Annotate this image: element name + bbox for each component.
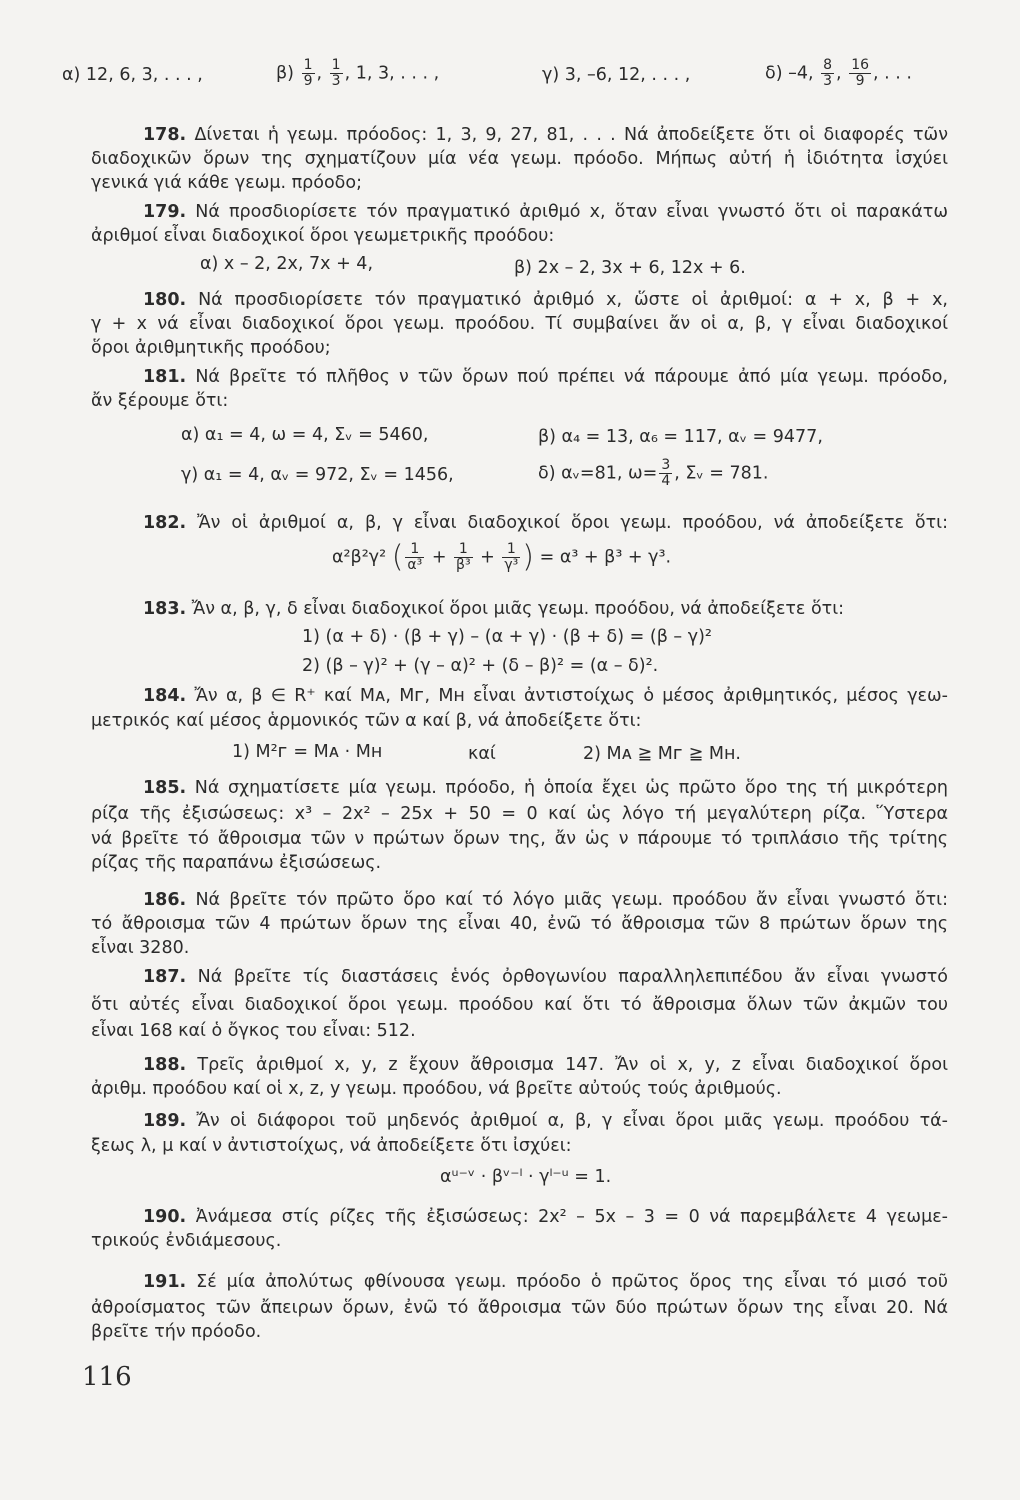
exercise-number: 184.	[143, 686, 187, 706]
exercise-183-eq2: 2) (β – γ)² + (γ – α)² + (δ – β)² = (α – δ)².	[302, 656, 659, 676]
fraction: $\frac{1}{9}$	[303, 57, 313, 89]
exercise-190-line2: τρικούς ἐνδιάμεσους.	[91, 1231, 282, 1251]
exercise-186-line1: 186. Νά βρεῖτε τόν πρῶτο ὅρο καί τό λόγο μιᾶς γεωμ. προόδου ἄν εἶναι γνωστό ὅτι:	[143, 890, 948, 910]
exercise-185-line1: 185. Νά σχηματίσετε μία γεωμ. πρόοδο, ἡ ὁποία ἔχει ὡς πρῶτο ὅρο της τή μικρότερη	[143, 778, 948, 798]
exercise-185-line2: ρίζα τῆς ἐξισώσεως: x³ – 2x² – 25x + 50 = 0 καί ὡς λόγο τή μεγαλύτερη ρίζα. Ὕστερα	[91, 804, 948, 824]
exercise-191-line2: ἀθροίσματος τῶν ἄπειρων ὅρων, ἐνῶ τό ἄθροισμα τῶν δύο πρώτων ὅρων της εἶναι 20. Νά	[91, 1298, 948, 1318]
exercise-189-equation: αᵘ⁻ᵛ · βᵛ⁻ˡ · γˡ⁻ᵘ = 1.	[440, 1167, 612, 1187]
exercise-179-line1: 179. Νά προσδιορίσετε τόν πραγματικό ἀριθμό x, ὅταν εἶναι γνωστό ὅτι οἱ παρακάτω	[143, 202, 948, 222]
exercise-number: 191.	[143, 1272, 187, 1292]
exercise-181-d: δ) αᵥ=81, ω= $\frac{3}{4}$ , Σᵥ = 781.	[538, 457, 769, 489]
exercise-179-line2: ἀριθμοί εἶναι διαδοχικοί ὅροι γεωμετρικῆς προόδου:	[91, 226, 555, 246]
exercise-187-line3: εἶναι 168 καί ὁ ὄγκος του εἶναι: 512.	[91, 1021, 416, 1041]
exercise-number: 180.	[143, 290, 187, 310]
page-number: 116	[82, 1362, 132, 1392]
exercise-180-line1: 180. Νά προσδιορίσετε τόν πραγματικό ἀριθμό x, ὥστε οἱ ἀριθμοί: α + x, β + x,	[143, 290, 948, 310]
exercise-181-c: γ) α₁ = 4, αᵥ = 972, Σᵥ = 1456,	[181, 465, 454, 485]
exercise-178-line3: γενικά γιά κάθε γεωμ. πρόοδο;	[91, 173, 362, 193]
exercise-178-line2: διαδοχικῶν ὅρων της σχηματίζουν μία νέα γεωμ. πρόοδο. Μήπως αὐτή ἡ ἰδιότητα ἰσχύει	[91, 149, 948, 169]
exercise-184-eq2: 2) Mᴀ ≧ Mᴦ ≧ Mʜ.	[583, 744, 741, 764]
exercise-191-line3: βρεῖτε τήν πρόοδο.	[91, 1322, 262, 1342]
exercise-179-a: α) x – 2, 2x, 7x + 4,	[200, 254, 374, 274]
fraction: $\frac{1}{\text{γ³}}$	[504, 541, 519, 573]
exercise-181-line2: ἄν ξέρουμε ὅτι:	[91, 391, 229, 411]
exercise-182-line1: 182. Ἄν οἱ ἀριθμοί α, β, γ εἶναι διαδοχικοί ὅροι γεωμ. προόδου, νά ἀποδείξετε ὅτι:	[143, 513, 948, 533]
exercise-184-line2: μετρικός καί μέσος ἁρμονικός τῶν α καί β, νά ἀποδείξετε ὅτι:	[91, 711, 642, 731]
exercise-180-line3: ὅροι ἀριθμητικῆς προόδου;	[91, 338, 331, 358]
exercise-183-eq1: 1) (α + δ) · (β + γ) – (α + γ) · (β + δ) = (β – γ)²	[302, 627, 712, 647]
exercise-number: 188.	[143, 1055, 187, 1075]
exercise-190-line1: 190. Ἀνάμεσα στίς ρίζες τῆς ἐξισώσεως: 2x² – 5x – 3 = 0 νά παρεμβάλετε 4 γεωμε-	[143, 1207, 948, 1227]
exercise-183-line1: 183. Ἄν α, β, γ, δ εἶναι διαδοχικοί ὅροι μιᾶς γεωμ. προόδου, νά ἀποδείξετε ὅτι:	[143, 599, 845, 619]
exercise-179-b: β) 2x – 2, 3x + 6, 12x + 6.	[514, 258, 746, 278]
exercise-number: 185.	[143, 778, 187, 798]
exercise-188-line1: 188. Τρεῖς ἀριθμοί x, y, z ἔχουν ἄθροισμα 147. Ἄν οἱ x, y, z εἶναι διαδοχικοί ὅροι	[143, 1055, 948, 1075]
item-d: δ) –4, $\frac{8}{3}$ , $\frac{16}{9}$ , . . .	[765, 57, 912, 89]
exercise-178-line1: 178. Δίνεται ἡ γεωμ. πρόοδος: 1, 3, 9, 27, 81, . . . Νά ἀποδείξετε ὅτι οἱ διαφορές τῶν	[143, 125, 948, 145]
exercise-number: 186.	[143, 890, 187, 910]
exercise-177-items	[62, 64, 203, 86]
exercise-number: 189.	[143, 1111, 187, 1131]
exercise-number: 183.	[143, 599, 187, 619]
exercise-181-b: β) α₄ = 13, α₆ = 117, αᵥ = 9477,	[538, 427, 823, 447]
exercise-185-line4: ρίζας τῆς παραπάνω ἐξισώσεως.	[91, 853, 382, 873]
fraction: $\frac{1}{\text{β³}}$	[456, 541, 471, 573]
exercise-181-a: α) α₁ = 4, ω = 4, Σᵥ = 5460,	[181, 425, 429, 445]
exercise-number: 190.	[143, 1207, 187, 1227]
fraction: $\frac{16}{9}$	[851, 57, 870, 89]
exercise-180-line2: γ + x νά εἶναι διαδοχικοί ὅροι γεωμ. προόδου. Τί συμβαίνει ἄν οἱ α, β, γ εἶναι διαδοχικοί	[91, 314, 948, 334]
exercise-191-line1: 191. Σέ μία ἀπολύτως φθίνουσα γεωμ. πρόοδο ὁ πρῶτος ὅρος της εἶναι τό μισό τοῦ	[143, 1272, 948, 1292]
exercise-189-line2: ξεως λ, μ καί ν ἀντιστοίχως, νά ἀποδείξετε ὅτι ἰσχύει:	[91, 1136, 572, 1156]
exercise-184-line1: 184. Ἄν α, β ∈ R⁺ καί Mᴀ, Mᴦ, Mʜ εἶναι ἀντιστοίχως ὁ μέσος ἀριθμητικός, μέσος γεω-	[143, 686, 948, 706]
fraction: $\frac{1}{3}$	[331, 57, 341, 89]
exercise-187-line1: 187. Νά βρεῖτε τίς διαστάσεις ἑνός ὀρθογωνίου παραλληλεπιπέδου ἄν εἶναι γνωστό	[143, 967, 948, 987]
exercise-182-equation: α²β²γ² ( $\frac{1}{\text{α³}}$ + $\frac{1}{\text{β³}}$ + $\frac{1}{\text{γ³}}$ ) = α³ + β³ + γ³.	[332, 539, 672, 575]
item-c: γ) 3, –6, 12, . . . ,	[542, 65, 691, 85]
fraction: $\frac{1}{\text{α³}}$	[407, 541, 423, 573]
exercise-number: 182.	[143, 513, 187, 533]
exercise-184-and: καί	[468, 744, 496, 764]
exercise-number: 178.	[143, 125, 187, 145]
exercise-181-line1: 181. Νά βρεῖτε τό πλῆθος ν τῶν ὅρων πού πρέπει νά πάρουμε ἀπό μία γεωμ. πρόοδο,	[143, 367, 948, 387]
exercise-188-line2: ἀριθμ. προόδου καί οἱ x, z, y γεωμ. προόδου, νά βρεῖτε αὐτούς τούς ἀριθμούς.	[91, 1079, 782, 1099]
exercise-186-line3: εἶναι 3280.	[91, 938, 190, 958]
exercise-186-line2: τό ἄθροισμα τῶν 4 πρώτων ὅρων της εἶναι 40, ἐνῶ τό ἄθροισμα τῶν 8 πρώτων ὅρων της	[91, 914, 948, 934]
exercise-number: 181.	[143, 367, 187, 387]
exercise-189-line1: 189. Ἄν οἱ διάφοροι τοῦ μηδενός ἀριθμοί α, β, γ εἶναι ὅροι μιᾶς γεωμ. προόδου τά-	[143, 1111, 948, 1131]
fraction: $\frac{3}{4}$	[661, 457, 671, 489]
item-b: β) $\frac{1}{9}$ , $\frac{1}{3}$ , 1, 3, . . . ,	[276, 57, 440, 89]
exercise-185-line3: νά βρεῖτε τό ἄθροισμα τῶν ν πρώτων ὅρων της, ἄν ὡς ν πάρουμε τό τριπλάσιο τῆς τρίτης	[91, 829, 948, 849]
exercise-number: 187.	[143, 967, 187, 987]
exercise-184-eq1: 1) M²ᴦ = Mᴀ · Mʜ	[232, 742, 383, 762]
exercise-187-line2: ὅτι αὐτές εἶναι διαδοχικοί ὅροι γεωμ. προόδου καί ὅτι τό ἄθροισμα ὅλων τῶν ἀκμῶν του	[91, 995, 948, 1015]
fraction: $\frac{8}{3}$	[823, 57, 833, 89]
item-a: α) 12, 6, 3, . . . ,	[62, 65, 203, 85]
exercise-number: 179.	[143, 202, 187, 222]
